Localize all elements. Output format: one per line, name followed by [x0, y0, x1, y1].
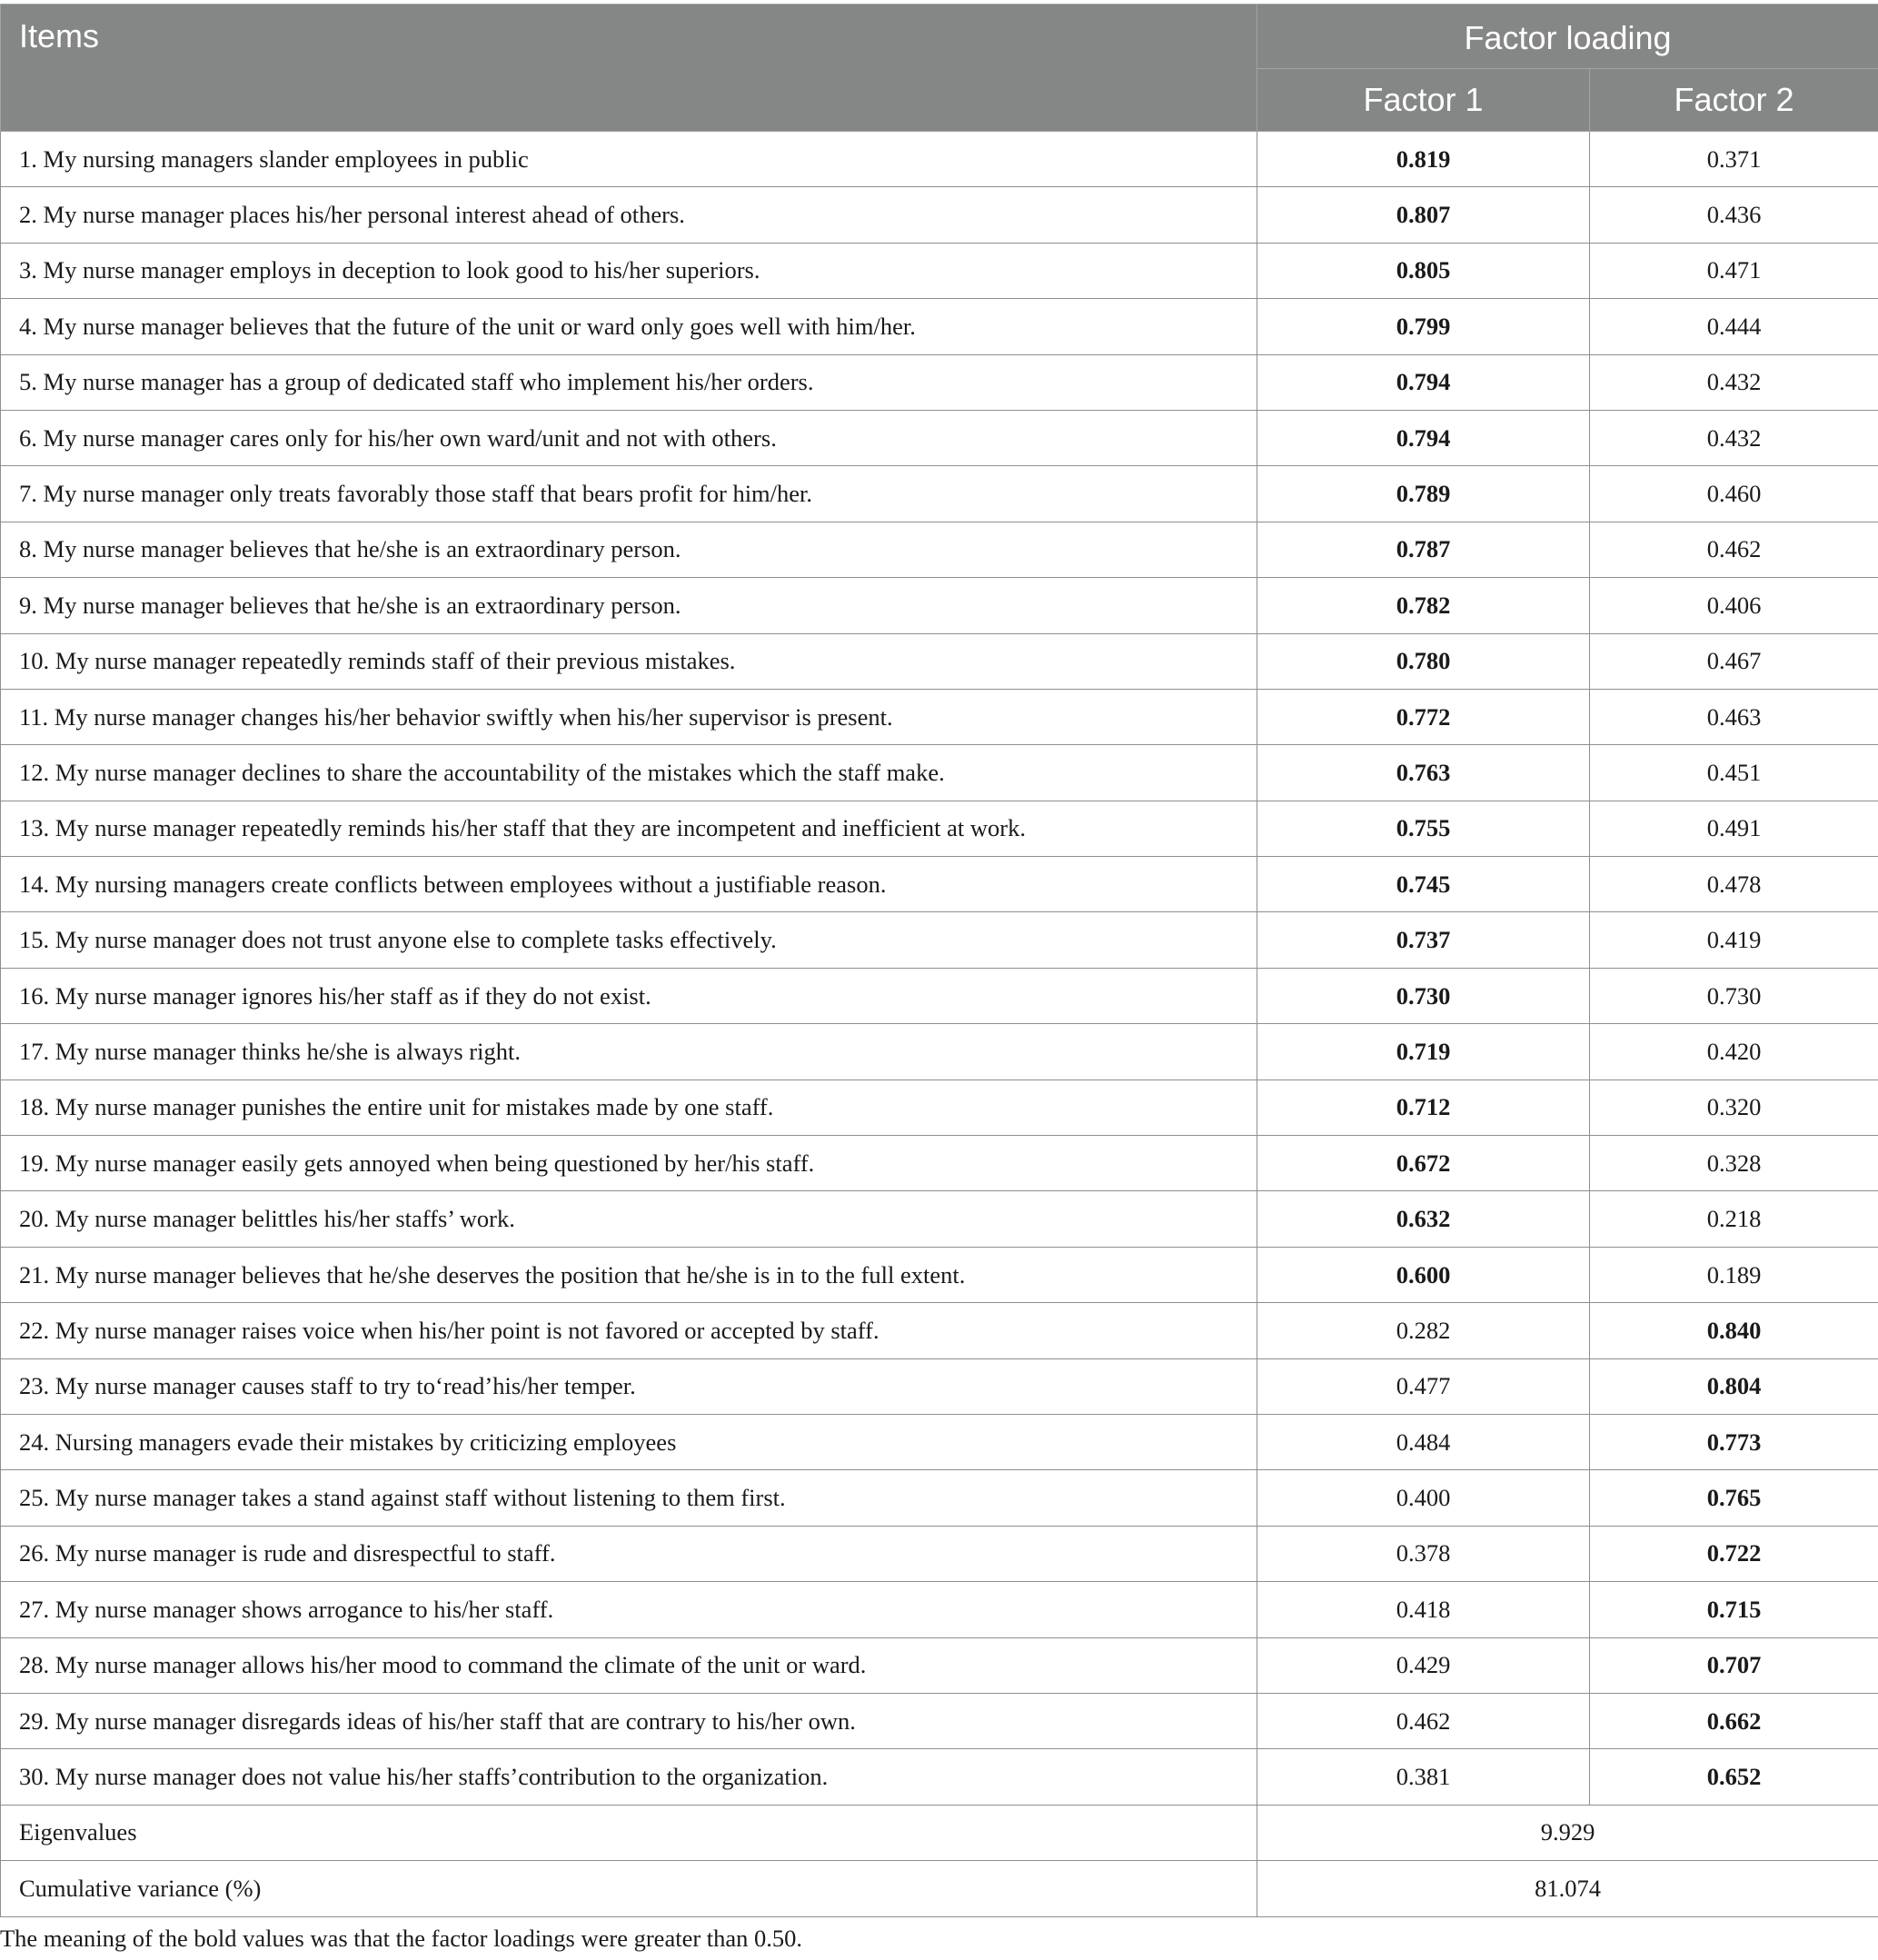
factor1-loading: 0.600 — [1257, 1247, 1590, 1302]
table-row — [1, 354, 1878, 410]
factor2-loading: 0.804 — [1590, 1358, 1878, 1414]
factor2-loading: 0.773 — [1590, 1414, 1878, 1469]
item-text: 6. My nurse manager cares only for his/her own ward/unit and not with others. — [1, 410, 1257, 465]
factor2-loading: 0.371 — [1590, 132, 1878, 187]
table-row — [1, 1136, 1878, 1191]
table-row — [1, 1582, 1878, 1637]
factor1-loading: 0.730 — [1257, 968, 1590, 1023]
factor2-loading: 0.715 — [1590, 1582, 1878, 1637]
factor1-loading: 0.418 — [1257, 1582, 1590, 1637]
factor1-loading: 0.719 — [1257, 1024, 1590, 1079]
factor2-loading: 0.840 — [1590, 1303, 1878, 1358]
factor2-loading: 0.491 — [1590, 801, 1878, 856]
factor1-loading: 0.429 — [1257, 1637, 1590, 1693]
factor1-loading: 0.484 — [1257, 1414, 1590, 1469]
item-text: 26. My nurse manager is rude and disrespectful to staff. — [1, 1526, 1257, 1581]
factor2-loading: 0.444 — [1590, 299, 1878, 354]
factor1-loading: 0.632 — [1257, 1191, 1590, 1247]
table-row — [1, 1637, 1878, 1693]
factor1-loading: 0.807 — [1257, 187, 1590, 243]
item-text: 30. My nurse manager does not value his/her staffs’contribution to the organization. — [1, 1749, 1257, 1805]
factor2-loading: 0.707 — [1590, 1637, 1878, 1693]
factor2-loading: 0.320 — [1590, 1079, 1878, 1135]
item-text: 20. My nurse manager belittles his/her staffs’ work. — [1, 1191, 1257, 1247]
table-row — [1, 1358, 1878, 1414]
item-text: 9. My nurse manager believes that he/she is an extraordinary person. — [1, 578, 1257, 633]
factor2-loading: 0.471 — [1590, 243, 1878, 298]
factor1-loading: 0.282 — [1257, 1303, 1590, 1358]
factor1-loading: 0.782 — [1257, 578, 1590, 633]
summary-row — [1, 1805, 1878, 1860]
factor2-loading: 0.420 — [1590, 1024, 1878, 1079]
item-text: 10. My nurse manager repeatedly reminds staff of their previous mistakes. — [1, 633, 1257, 689]
item-text: 1. My nursing managers slander employees in public — [1, 132, 1257, 187]
item-text: 18. My nurse manager punishes the entire unit for mistakes made by one staff. — [1, 1079, 1257, 1135]
factor1-loading: 0.755 — [1257, 801, 1590, 856]
factor2-loading: 0.730 — [1590, 968, 1878, 1023]
summary-label: Cumulative variance (%) — [1, 1861, 1257, 1916]
factor2-loading: 0.218 — [1590, 1191, 1878, 1247]
table-row — [1, 1526, 1878, 1581]
factor2-loading: 0.432 — [1590, 410, 1878, 465]
item-text: 15. My nurse manager does not trust anyone else to complete tasks effectively. — [1, 912, 1257, 968]
factor1-loading: 0.780 — [1257, 633, 1590, 689]
factor1-loading: 0.819 — [1257, 132, 1590, 187]
factor1-column-header: Factor 1 — [1257, 69, 1590, 132]
factor2-loading: 0.436 — [1590, 187, 1878, 243]
factor1-loading: 0.794 — [1257, 410, 1590, 465]
factor2-loading: 0.662 — [1590, 1693, 1878, 1748]
factor-loading-group-header: Factor loading — [1257, 5, 1878, 69]
table-row — [1, 1749, 1878, 1805]
factor1-loading: 0.772 — [1257, 689, 1590, 744]
factor1-loading: 0.672 — [1257, 1136, 1590, 1191]
table-row — [1, 912, 1878, 968]
factor1-loading: 0.789 — [1257, 466, 1590, 522]
table-row — [1, 1414, 1878, 1469]
factor1-loading: 0.378 — [1257, 1526, 1590, 1581]
table-row — [1, 1079, 1878, 1135]
table-row — [1, 243, 1878, 298]
factor1-loading: 0.787 — [1257, 522, 1590, 577]
factor2-loading: 0.462 — [1590, 522, 1878, 577]
summary-label: Eigenvalues — [1, 1805, 1257, 1860]
factor2-loading: 0.189 — [1590, 1247, 1878, 1302]
factor2-loading: 0.463 — [1590, 689, 1878, 744]
table-row — [1, 1470, 1878, 1526]
summary-value: 9.929 — [1257, 1805, 1878, 1860]
factor2-loading: 0.406 — [1590, 578, 1878, 633]
table-row — [1, 1247, 1878, 1302]
factor1-loading: 0.400 — [1257, 1470, 1590, 1526]
item-text: 7. My nurse manager only treats favorably those staff that bears profit for him/her. — [1, 466, 1257, 522]
table-row — [1, 1303, 1878, 1358]
item-text: 22. My nurse manager raises voice when his/her point is not favored or accepted by staff. — [1, 1303, 1257, 1358]
factor1-loading: 0.805 — [1257, 243, 1590, 298]
factor2-loading: 0.765 — [1590, 1470, 1878, 1526]
table-row — [1, 1693, 1878, 1748]
factor1-loading: 0.745 — [1257, 857, 1590, 912]
table-row — [1, 466, 1878, 522]
item-text: 21. My nurse manager believes that he/she deserves the position that he/she is in to the full extent. — [1, 1247, 1257, 1302]
factor1-loading: 0.477 — [1257, 1358, 1590, 1414]
table-row — [1, 689, 1878, 744]
item-text: 19. My nurse manager easily gets annoyed when being questioned by her/his staff. — [1, 1136, 1257, 1191]
table-row — [1, 578, 1878, 633]
factor1-loading: 0.712 — [1257, 1079, 1590, 1135]
item-text: 28. My nurse manager allows his/her mood to command the climate of the unit or ward. — [1, 1637, 1257, 1693]
table-row — [1, 1024, 1878, 1079]
table-row — [1, 857, 1878, 912]
table-footnote: The meaning of the bold values was that the factor loadings were greater than 0.50. — [0, 1925, 803, 1952]
factor-loading-table — [0, 4, 1878, 1917]
factor1-loading: 0.799 — [1257, 299, 1590, 354]
item-text: 25. My nurse manager takes a stand against staff without listening to them first. — [1, 1470, 1257, 1526]
table-row — [1, 187, 1878, 243]
item-text: 13. My nurse manager repeatedly reminds his/her staff that they are incompetent and inefficient at work. — [1, 801, 1257, 856]
item-text: 11. My nurse manager changes his/her behavior swiftly when his/her supervisor is present. — [1, 689, 1257, 744]
factor2-loading: 0.419 — [1590, 912, 1878, 968]
table-body — [1, 132, 1878, 1917]
factor2-loading: 0.432 — [1590, 354, 1878, 410]
item-text: 3. My nurse manager employs in deception to look good to his/her superiors. — [1, 243, 1257, 298]
table-row — [1, 745, 1878, 801]
item-text: 16. My nurse manager ignores his/her staff as if they do not exist. — [1, 968, 1257, 1023]
summary-value: 81.074 — [1257, 1861, 1878, 1916]
factor2-loading: 0.478 — [1590, 857, 1878, 912]
factor2-loading: 0.328 — [1590, 1136, 1878, 1191]
table-row — [1, 633, 1878, 689]
factor2-loading: 0.467 — [1590, 633, 1878, 689]
item-text: 23. My nurse manager causes staff to try to‘read’his/her temper. — [1, 1358, 1257, 1414]
items-column-header: Items — [1, 5, 1257, 132]
summary-row — [1, 1861, 1878, 1916]
table-row — [1, 968, 1878, 1023]
table-row — [1, 1191, 1878, 1247]
item-text: 24. Nursing managers evade their mistakes by criticizing employees — [1, 1414, 1257, 1469]
item-text: 2. My nurse manager places his/her personal interest ahead of others. — [1, 187, 1257, 243]
item-text: 27. My nurse manager shows arrogance to his/her staff. — [1, 1582, 1257, 1637]
table-row — [1, 410, 1878, 465]
item-text: 4. My nurse manager believes that the future of the unit or ward only goes well with him/her. — [1, 299, 1257, 354]
table-header — [1, 5, 1878, 132]
table-row — [1, 801, 1878, 856]
table-row — [1, 522, 1878, 577]
factor2-loading: 0.722 — [1590, 1526, 1878, 1581]
factor2-column-header: Factor 2 — [1590, 69, 1878, 132]
factor2-loading: 0.652 — [1590, 1749, 1878, 1805]
factor1-loading: 0.462 — [1257, 1693, 1590, 1748]
item-text: 29. My nurse manager disregards ideas of his/her staff that are contrary to his/her own. — [1, 1693, 1257, 1748]
item-text: 12. My nurse manager declines to share the accountability of the mistakes which the staff make. — [1, 745, 1257, 801]
factor2-loading: 0.460 — [1590, 466, 1878, 522]
item-text: 14. My nursing managers create conflicts between employees without a justifiable reason. — [1, 857, 1257, 912]
factor2-loading: 0.451 — [1590, 745, 1878, 801]
factor1-loading: 0.737 — [1257, 912, 1590, 968]
factor1-loading: 0.794 — [1257, 354, 1590, 410]
item-text: 5. My nurse manager has a group of dedicated staff who implement his/her orders. — [1, 354, 1257, 410]
factor1-loading: 0.381 — [1257, 1749, 1590, 1805]
table-row — [1, 299, 1878, 354]
table-row — [1, 132, 1878, 187]
item-text: 17. My nurse manager thinks he/she is always right. — [1, 1024, 1257, 1079]
factor1-loading: 0.763 — [1257, 745, 1590, 801]
item-text: 8. My nurse manager believes that he/she is an extraordinary person. — [1, 522, 1257, 577]
